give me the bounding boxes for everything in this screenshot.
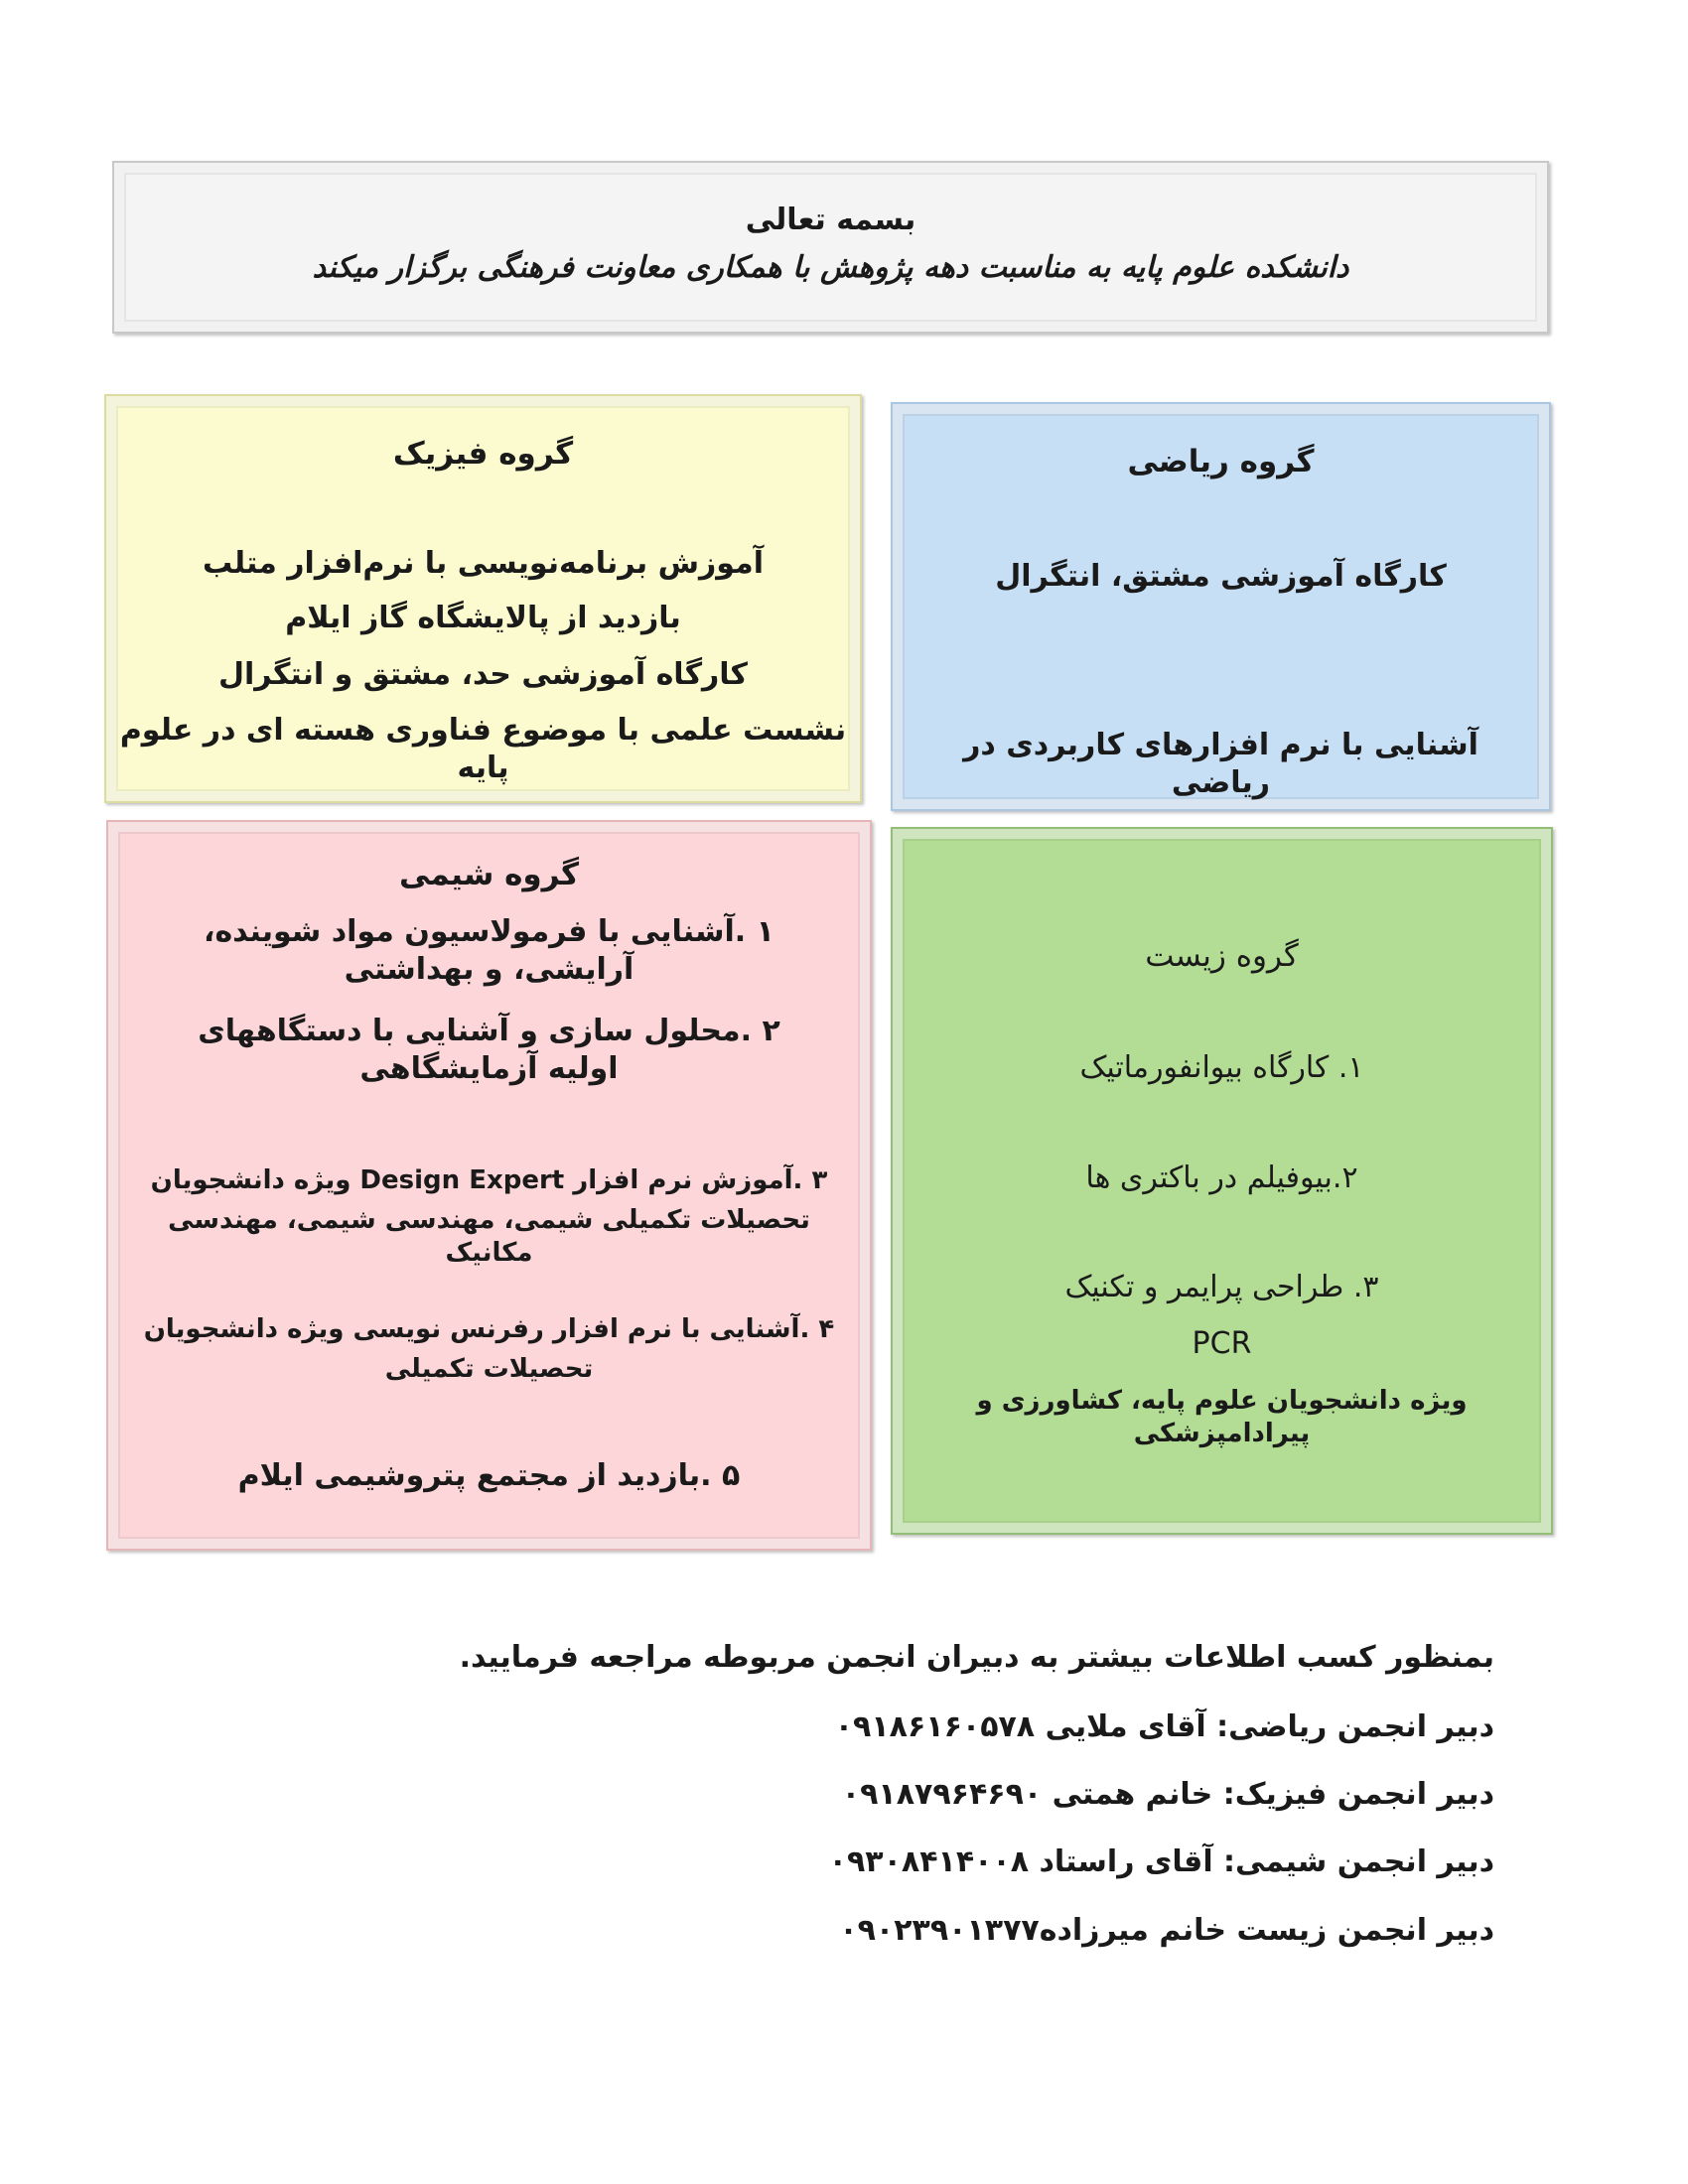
math-item: کارگاه آموزشی مشتق، انتگرال [995, 559, 1447, 594]
chemistry-item: ۴ .آشنایی با نرم افزار رفرنس نویسی ویژه دانشجویان [143, 1314, 835, 1344]
chemistry-group-title: گروه شیمی [399, 857, 579, 892]
physics-group-box [104, 394, 862, 803]
footer-contact: دبیر انجمن فیزیک: خانم همتی ۰۹۱۸۷۹۶۴۶۹۰ [841, 1777, 1494, 1812]
physics-item: کارگاه آموزشی حد، مشتق و انتگرال [217, 657, 748, 692]
biology-item: ویژه دانشجویان علوم پایه، کشاورزی و پیرادامپزشکی [976, 1386, 1468, 1448]
chemistry-item: ۲ .محلول سازی و آشنایی با دستگاههای اولیه آزمایشگاهی [198, 1014, 780, 1086]
footer-contact: دبیر انجمن ریاضی: آقای ملایی ۰۹۱۸۶۱۶۰۵۷۸ [834, 1709, 1494, 1744]
physics-item: آموزش برنامه‌نویسی با نرم‌افزار متلب [203, 546, 764, 581]
biology-item: ۲.بیوفیلم در باکتری ها [1085, 1160, 1358, 1195]
chemistry-item: ۵ .بازدید از مجتمع پتروشیمی ایلام [237, 1458, 741, 1493]
math-group-title: گروه ریاضی [1127, 444, 1315, 479]
header-banner [112, 161, 1549, 334]
footer-contact: دبیر انجمن زیست خانم میرزاده۰۹۰۲۳۹۰۱۳۷۷ [839, 1913, 1494, 1948]
chemistry-item: تحصیلات تکمیلی شیمی، مهندسی شیمی، مهندسی مکانیک [168, 1205, 810, 1268]
biology-group-box [891, 827, 1553, 1535]
physics-group-title: گروه فیزیک [392, 436, 574, 472]
chemistry-item: ۱ .آشنایی با فرمولاسیون مواد شوینده، آرایشی، و بهداشتی [204, 914, 774, 987]
footer-intro: بمنظور کسب اطلاعات بیشتر به دبیران انجمن مربوطه مراجعه فرمایید. [459, 1640, 1494, 1675]
math-item: آشنایی با نرم افزارهای کاربردی در ریاضی [963, 728, 1478, 800]
header-title: بسمه تعالی [745, 203, 916, 237]
physics-item: نشست علمی با موضوع فناوری هسته ای در علوم پایه [119, 713, 847, 785]
header-subtitle: دانشکده علوم پایه به مناسبت دهه پژوهش با همکاری معاونت فرهنگی برگزار میکند [312, 250, 1349, 285]
chemistry-item: ۳ .آموزش نرم افزار Design Expert ویژه دانشجویان [150, 1165, 828, 1195]
biology-item: ۱. کارگاه بیوانفورماتیک [1079, 1050, 1364, 1085]
chemistry-group-box [106, 820, 872, 1551]
chemistry-item: تحصیلات تکمیلی [384, 1354, 594, 1384]
math-group-box [891, 402, 1551, 811]
biology-group-title: گروه زیست [1145, 938, 1299, 974]
physics-item: بازدید از پالایشگاه گاز ایلام [285, 601, 681, 635]
biology-item: ۳. طراحی پرایمر و تکنیک [1064, 1270, 1379, 1304]
biology-item: PCR [1192, 1326, 1252, 1361]
footer-contact: دبیر انجمن شیمی: آقای راستاد ۰۹۳۰۸۴۱۴۰۰۸ [828, 1844, 1494, 1879]
